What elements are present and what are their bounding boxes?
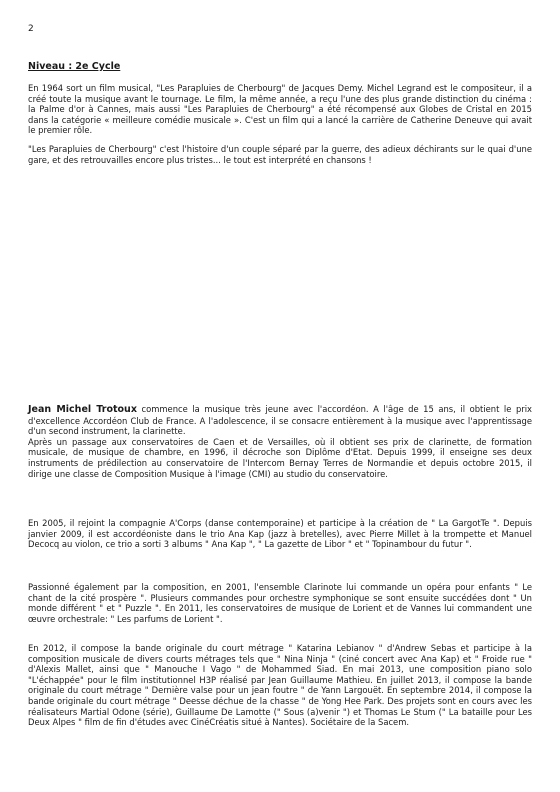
bio-paragraph-3: En 2005, il rejoint la compagnie A'Corps (danse contemporaine) et participe à la création de " La GargotTe ". Depuis janvier 2009, il est accordéoniste dans le trio Ana Kap (jazz à bretelles), avec Pierre Millet à la trompette et Manuel Decocq au violon, ce trio a sorti 3 albums " Ana Kap ", " La gazette de Libor " et " Topinambour du futur ". [28,518,532,550]
bio-paragraph-5: En 2012, il compose la bande originale du court métrage " Katarina Lebianov " d'Andrew Sebas et participe à la composition musicale de divers courts métrages tels que " Nina Ninja " (ciné concert avec Ana Kap) et " Froide rue " d'Alexis Mallet, ainsi que " Manouche I Vago " de Mohammed Siad. En mai 2013, une composition piano solo "L'échappée" pour le film institutionnel H3P réalisé par Jean Guillaume Mathieu. En juillet 2013, il compose la bande originale du court métrage " Dernière valse pour un jean foutre " de Yann Largouët. En septembre 2014, il compose la bande originale du court métrage " Deesse déchue de la chasse " de Yong Hee Park. Des projets sont en cours avec les réalisateurs Martial Odone (série), Guillaume De Lamotte (" Sous (a)venir ") et Thomas Le Stum (" La bataille pour Les Deux Alpes " film de fin d'études avec CinéCréatis situé à Nantes). Sociétaire de la Sacem. [28,643,532,728]
intro-paragraph-1: En 1964 sort un film musical, "Les Parapluies de Cherbourg" de Jacques Demy. Michel Legrand est le compositeur, il a créé toute la musique avant le tournage. Le film, la même année, a reçu l'une des plus grande distinction du cinéma : la Palme d'or à Cannes, mais aussi "Les Parapluies de Cherbourg" a été récompensé aux Globes de Cristal en 2015 dans la catégorie « meilleure comédie musicale ». C'est un film qui a lancé la carrière de Catherine Deneuve qui avait le premier rôle. [28,83,532,136]
bio-section [28,404,532,487]
bio-section-4 [28,643,532,736]
bio-paragraph-1 [28,404,532,437]
bio-name: Jean Michel Trotoux [28,404,137,415]
intro-section [28,83,532,173]
intro-paragraph-2: "Les Parapluies de Cherbourg" c'est l'histoire d'un couple séparé par la guerre, des adieux déchirants sur le quai d'une gare, et des retrouvailles encore plus tristes... le tout est interprété en chansons ! [28,143,532,165]
bio-paragraph-4: Passionné également par la composition, en 2001, l'ensemble Clarinote lui commande un opéra pour enfants " Le chant de la cité prospère ". Plusieurs commandes pour orchestre symphonique se sont ensuite succédées dont " Un monde différent " et " Puzzle ". En 2011, les conservatoires de musique de Lorient et de Vannes lui commandent une œuvre orchestrale: " Les parfums de Lorient ". [28,582,532,624]
bio-section-2 [28,518,532,558]
page-number: 2 [28,24,34,34]
bio-section-3 [28,582,532,632]
bio-paragraph-1-text: commence la musique très jeune avec l'accordéon. A l'âge de 15 ans, il obtient le prix d'excellence Accordéon Club de France. A l'adolescence, il se consacre entièrement à la musique avec l'apprentissage d'un second instrument, la clarinette. [28,404,532,437]
bio-paragraph-2: Après un passage aux conservatoires de Caen et de Versailles, où il obtient ses prix de clarinette, de formation musicale, de musique de chambre, en 1996, il décroche son Diplôme d'Etat. Depuis 1999, il enseigne ses deux instruments de prédilection au conservatoire de l'Intercom Bernay Terres de Normandie et depuis octobre 2015, il dirige une classe de Composition Musique à l'image (CMI) au studio du conservatoire. [28,436,532,479]
level-heading: Niveau : 2e Cycle [28,61,121,72]
